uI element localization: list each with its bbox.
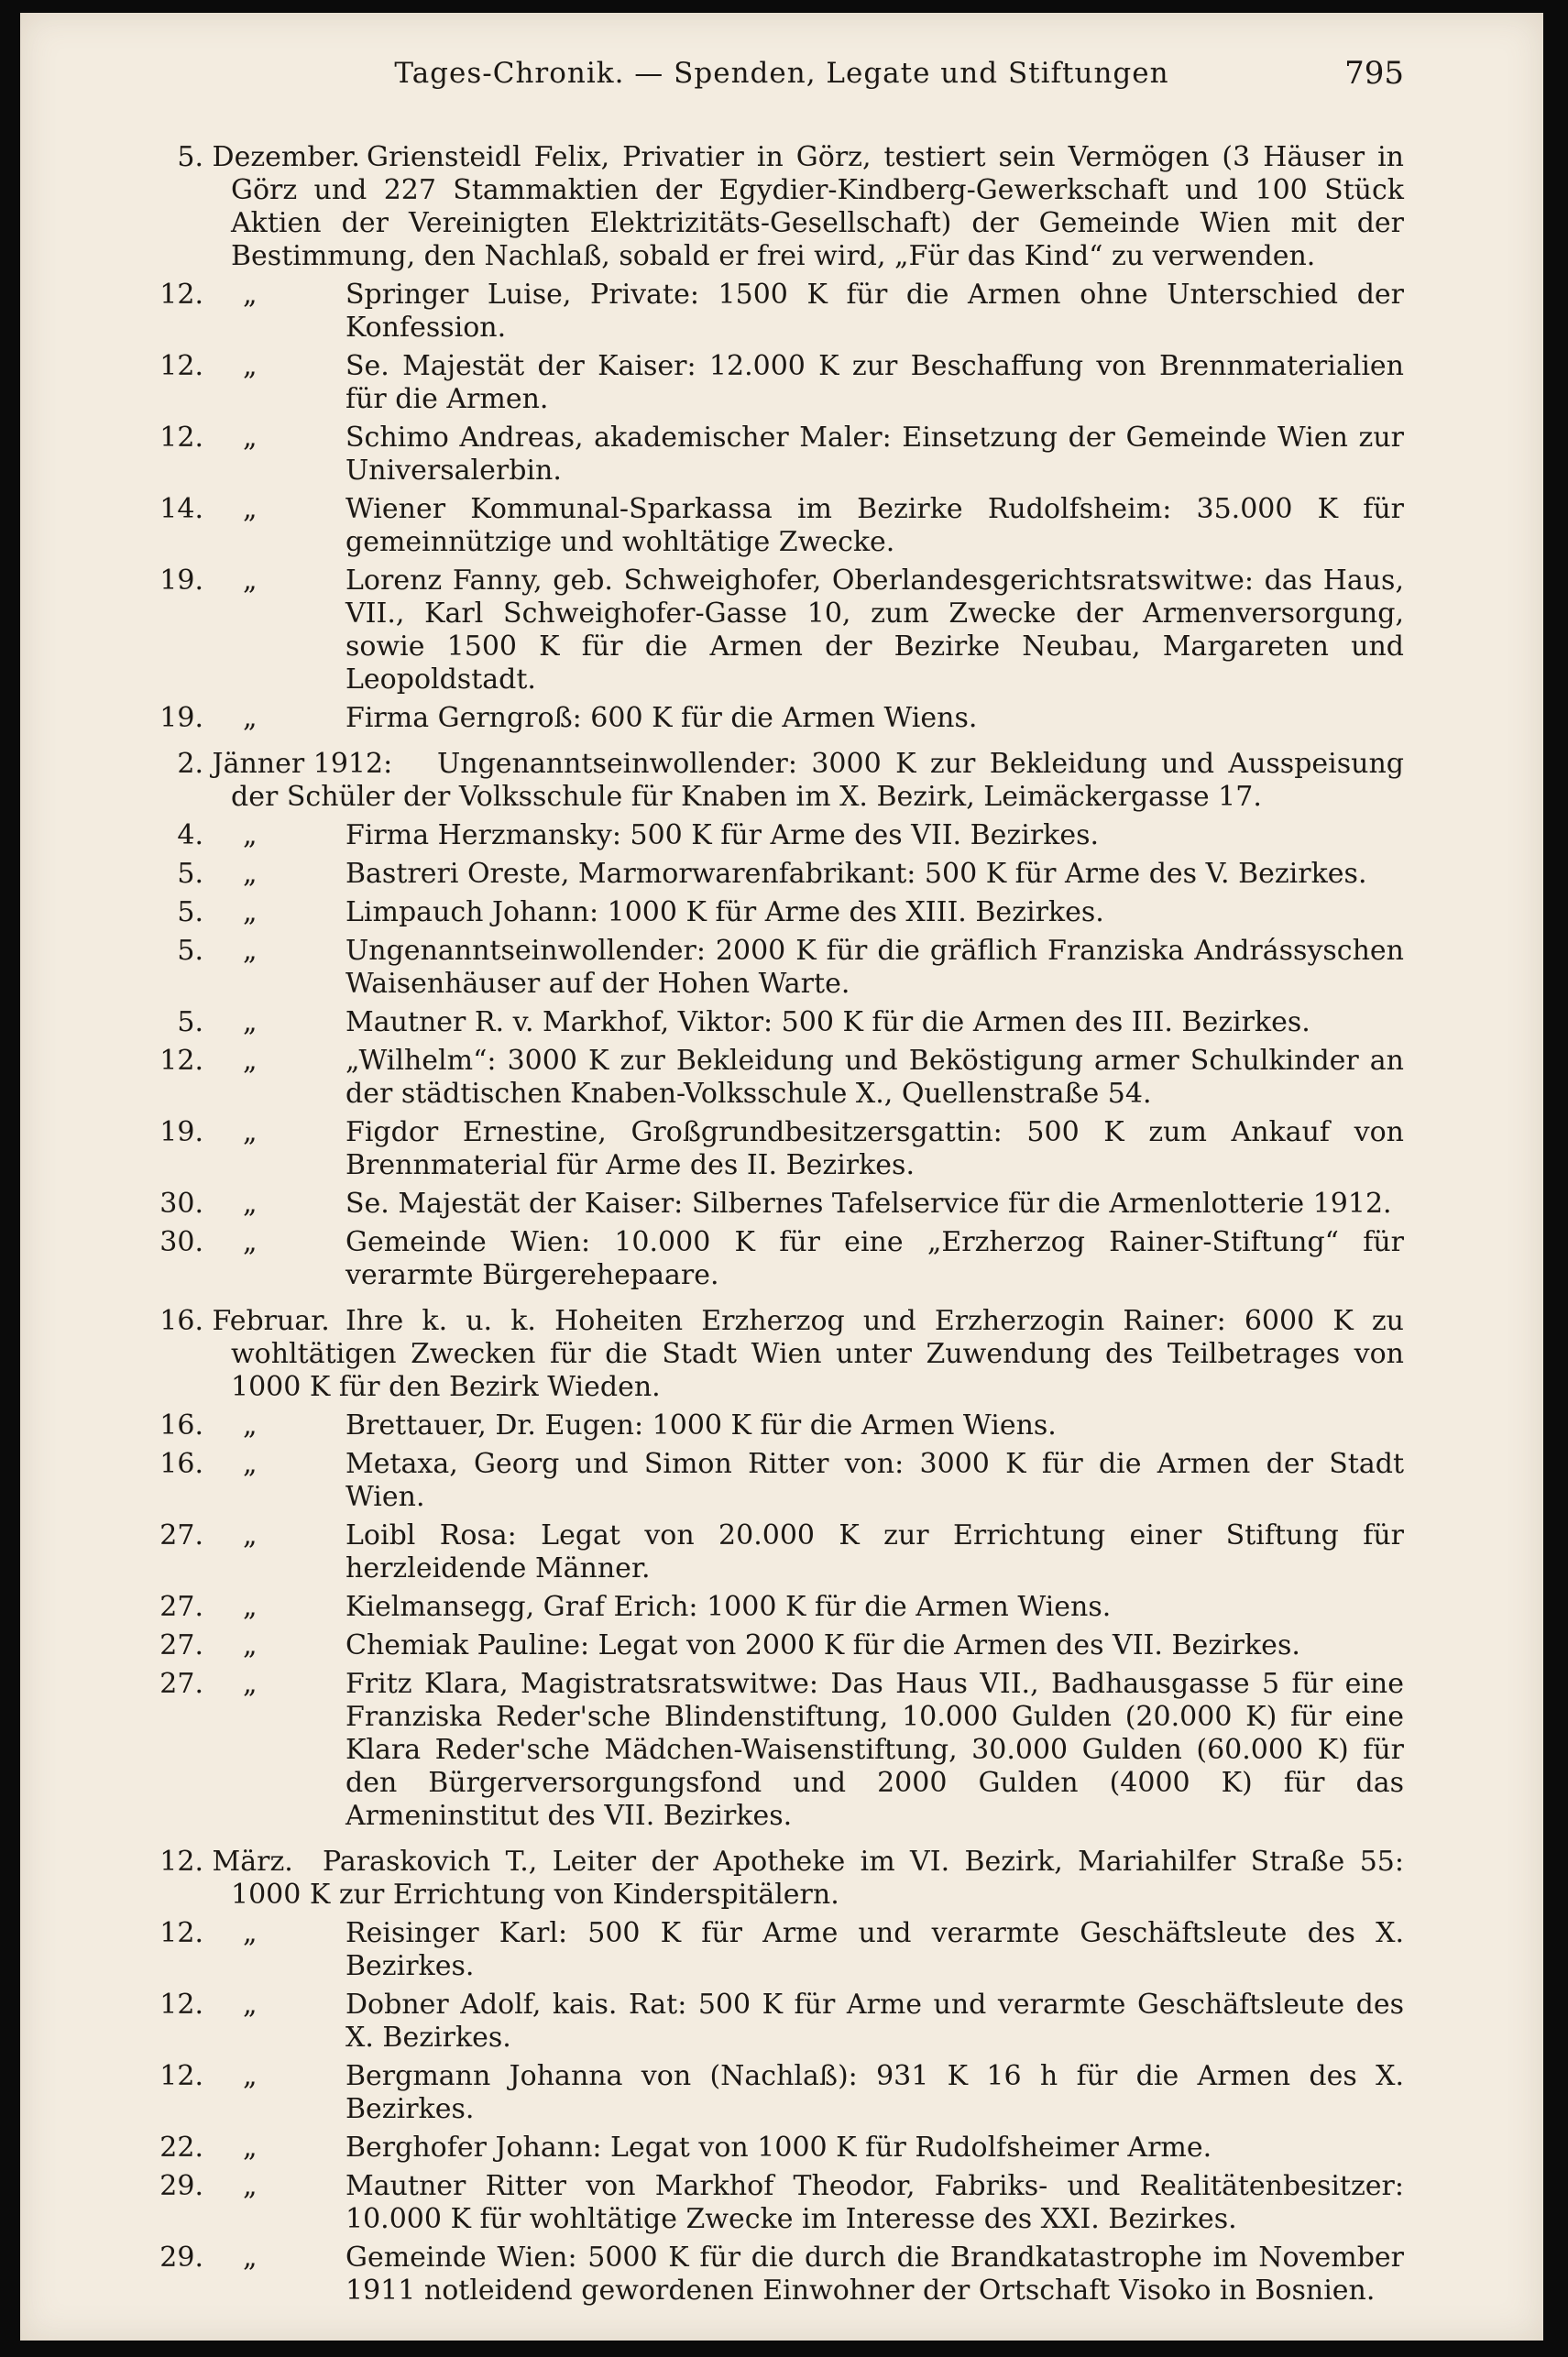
entry-text: Loibl Rosa: Legat von 20.000 K zur Errichtung einer Stiftung für herzleidende Männer. (345, 1519, 1404, 1584)
entry-text: Dobner Adolf, kais. Rat: 500 K für Arme und verarmte Geschäftsleute des X. Bezirkes. (345, 1989, 1404, 2054)
entry-text: Fritz Klara, Magistratsratswitwe: Das Haus VII., Badhausgasse 5 für eine Franziska Reder'sche Blindenstiftung, 10.000 Gulden (20.000 K) für eine Klara Reder'sche Mädchen-Waisenstiftung, 30.000 Gulden (60.000 K) für den Bürgerversorgungsfond und 2000 Gulden (4000 K) für das Armeninstitut des VII. Bezirkes. (345, 1668, 1404, 1832)
list-item (20, 858, 1543, 891)
page-number: 795 (1344, 55, 1404, 92)
list-item (20, 1629, 1543, 1662)
entry-date: 29. „ (159, 2170, 258, 2202)
entry-text: Berghofer Johann: Legat von 1000 K für Rudolfsheimer Arme. (345, 2132, 1212, 2164)
entry-text: Chemiak Pauline: Legat von 2000 K für die Armen des VII. Bezirkes. (345, 1629, 1300, 1661)
entry-text: Mautner Ritter von Markhof Theodor, Fabriks- und Realitätenbesitzer: 10.000 K für wohltätige Zwecke im Interesse des XXI. Bezirkes. (345, 2170, 1404, 2235)
entry-date: 27. „ (159, 1668, 258, 1700)
entry-date: 22. „ (159, 2132, 258, 2164)
entry-text: Firma Herzmansky: 500 K für Arme des VII. Bezirkes. (345, 819, 1100, 851)
list-item (20, 1226, 1543, 1292)
entry-text: Springer Luise, Private: 1500 K für die Armen ohne Unterschied der Konfession. (345, 279, 1404, 344)
list-item (20, 1006, 1543, 1039)
entry-text: Lorenz Fanny, geb. Schweighofer, Oberlandesgerichtsratswitwe: das Haus, VII., Karl Schweighofer-Gasse 10, zum Zwecke der Armenversorgung, sowie 1500 K für die Armen der Bezirke Neubau, Margareten und Leopoldstadt. (345, 565, 1404, 696)
entry-date: 5. „ (177, 896, 258, 928)
entry-text: Figdor Ernestine, Großgrundbesitzersgattin: 500 K zum Ankauf von Brennmaterial für Arme des II. Bezirkes. (345, 1116, 1404, 1181)
entry-date: 30. „ (159, 1188, 258, 1220)
list-item (20, 1305, 1543, 1404)
list-item (20, 493, 1543, 559)
entry-text: „Wilhelm“: 3000 K zur Bekleidung und Beköstigung armer Schulkinder an der städtischen Knaben-Volksschule X., Quellenstraße 54. (345, 1045, 1404, 1110)
entry-text: Ungenanntseinwollender: 2000 K für die gräflich Franziska Andrássyschen Waisenhäuser auf der Hohen Warte. (345, 935, 1404, 1000)
entry-date: 27. „ (159, 1629, 258, 1661)
entry-date: 27. „ (159, 1591, 258, 1623)
list-item (20, 1668, 1543, 1833)
entry-date: 5. Dezember. (177, 141, 360, 173)
entry-list (20, 141, 1543, 2313)
list-item (20, 350, 1543, 416)
entry-text: Brettauer, Dr. Eugen: 1000 K für die Armen Wiens. (345, 1409, 1057, 1442)
entry-date: 5. „ (177, 1006, 258, 1038)
entry-date: 19. „ (159, 702, 258, 734)
entry-date: 4. „ (177, 819, 258, 851)
list-item (20, 141, 1543, 273)
entry-date: 12. „ (159, 1917, 258, 1949)
entry-date: 12. „ (159, 279, 258, 311)
entry-text: Paraskovich T., Leiter der Apotheke im VI. Bezirk, Mariahilfer Straße 55: 1000 K zur Errichtung von Kinderspitälern. (231, 1846, 1404, 1911)
entry-date: 19. „ (159, 1116, 258, 1148)
entry-date: 19. „ (159, 565, 258, 597)
entry-text: Griensteidl Felix, Privatier in Görz, testiert sein Vermögen (3 Häuser in Görz und 227 Stammaktien der Egydier-Kindberg-Gewerkschaft und 100 Stück Aktien der Vereinigten Elektrizitäts-Gesellschaft) der Gemeinde Wien mit der Bestimmung, den Nachlaß, sobald er frei wird, „Für das Kind“ zu verwenden. (231, 141, 1404, 272)
list-item (20, 1045, 1543, 1111)
entry-text: Se. Majestät der Kaiser: 12.000 K zur Beschaffung von Brennmaterialien für die Armen. (345, 350, 1404, 415)
list-item (20, 2170, 1543, 2236)
entry-text: Gemeinde Wien: 5000 K für die durch die Brandkatastrophe im November 1911 notleidend gewordenen Einwohner der Ortschaft Visoko in Bosnien. (345, 2242, 1404, 2307)
running-header (20, 49, 1543, 104)
list-item (20, 1409, 1543, 1442)
entry-text: Mautner R. v. Markhof, Viktor: 500 K für die Armen des III. Bezirkes. (345, 1006, 1310, 1038)
list-item (20, 1519, 1543, 1585)
entry-text: Firma Gerngroß: 600 K für die Armen Wiens. (345, 702, 978, 734)
entry-text: Reisinger Karl: 500 K für Arme und verarmte Geschäftsleute des X. Bezirkes. (345, 1917, 1404, 1982)
entry-date: 14. „ (159, 493, 258, 525)
entry-date: 30. „ (159, 1226, 258, 1258)
entry-date: 5. „ (177, 935, 258, 967)
entry-text: Kielmansegg, Graf Erich: 1000 K für die Armen Wiens. (345, 1591, 1112, 1623)
entry-text: Se. Majestät der Kaiser: Silbernes Tafelservice für die Armenlotterie 1912. (345, 1188, 1392, 1220)
list-item (20, 702, 1543, 735)
list-item (20, 1917, 1543, 1983)
entry-date: 16. „ (159, 1409, 258, 1442)
entry-date: 16. Februar. (159, 1305, 330, 1337)
list-item (20, 2132, 1543, 2165)
list-item (20, 2242, 1543, 2308)
list-item (20, 896, 1543, 929)
list-item (20, 1448, 1543, 1514)
entry-date: 5. „ (177, 858, 258, 890)
entry-date: 12. März. (159, 1846, 293, 1878)
document-page (20, 13, 1543, 2341)
entry-text: Bastreri Oreste, Marmorwarenfabrikant: 500 K für Arme des V. Bezirkes. (345, 858, 1367, 890)
entry-date: 12. „ (159, 1045, 258, 1077)
list-item (20, 1116, 1543, 1182)
entry-text: Ungenanntseinwollender: 3000 K zur Bekleidung und Ausspeisung der Schüler der Volksschule für Knaben im X. Bezirk, Leimäckergasse 17. (231, 748, 1404, 813)
list-item (20, 2060, 1543, 2126)
entry-text: Wiener Kommunal-Sparkassa im Bezirke Rudolfsheim: 35.000 K für gemeinnützige und wohltätige Zwecke. (345, 493, 1404, 558)
header-title: Tages-Chronik. — Spenden, Legate und Stiftungen (394, 57, 1169, 90)
entry-text: Bergmann Johanna von (Nachlaß): 931 K 16 h für die Armen des X. Bezirkes. (345, 2060, 1404, 2125)
entry-text: Metaxa, Georg und Simon Ritter von: 3000 K für die Armen der Stadt Wien. (345, 1448, 1404, 1513)
entry-text: Schimo Andreas, akademischer Maler: Einsetzung der Gemeinde Wien zur Universalerbin. (345, 422, 1404, 487)
list-item (20, 279, 1543, 345)
entry-date: 27. „ (159, 1519, 258, 1551)
list-item (20, 565, 1543, 696)
list-item (20, 935, 1543, 1001)
list-item (20, 1591, 1543, 1624)
entry-date: 12. „ (159, 350, 258, 382)
list-item (20, 1188, 1543, 1221)
list-item (20, 422, 1543, 488)
list-item (20, 1989, 1543, 2055)
list-item (20, 1846, 1543, 1912)
entry-text: Ihre k. u. k. Hoheiten Erzherzog und Erzherzogin Rainer: 6000 K zu wohltätigen Zwecken für die Stadt Wien unter Zuwendung des Teilbetrages von 1000 K für den Bezirk Wieden. (231, 1305, 1404, 1403)
entry-text: Gemeinde Wien: 10.000 K für eine „Erzherzog Rainer-Stiftung“ für verarmte Bürgerehepaare. (345, 1226, 1404, 1291)
entry-date: 12. „ (159, 2060, 258, 2092)
list-item (20, 748, 1543, 814)
entry-date: 12. „ (159, 1989, 258, 2021)
entry-text: Limpauch Johann: 1000 K für Arme des XIII. Bezirkes. (345, 896, 1104, 928)
list-item (20, 819, 1543, 852)
entry-date: 2. Jänner 1912: (177, 748, 393, 780)
entry-date: 29. „ (159, 2242, 258, 2274)
entry-date: 12. „ (159, 422, 258, 454)
entry-date: 16. „ (159, 1448, 258, 1480)
